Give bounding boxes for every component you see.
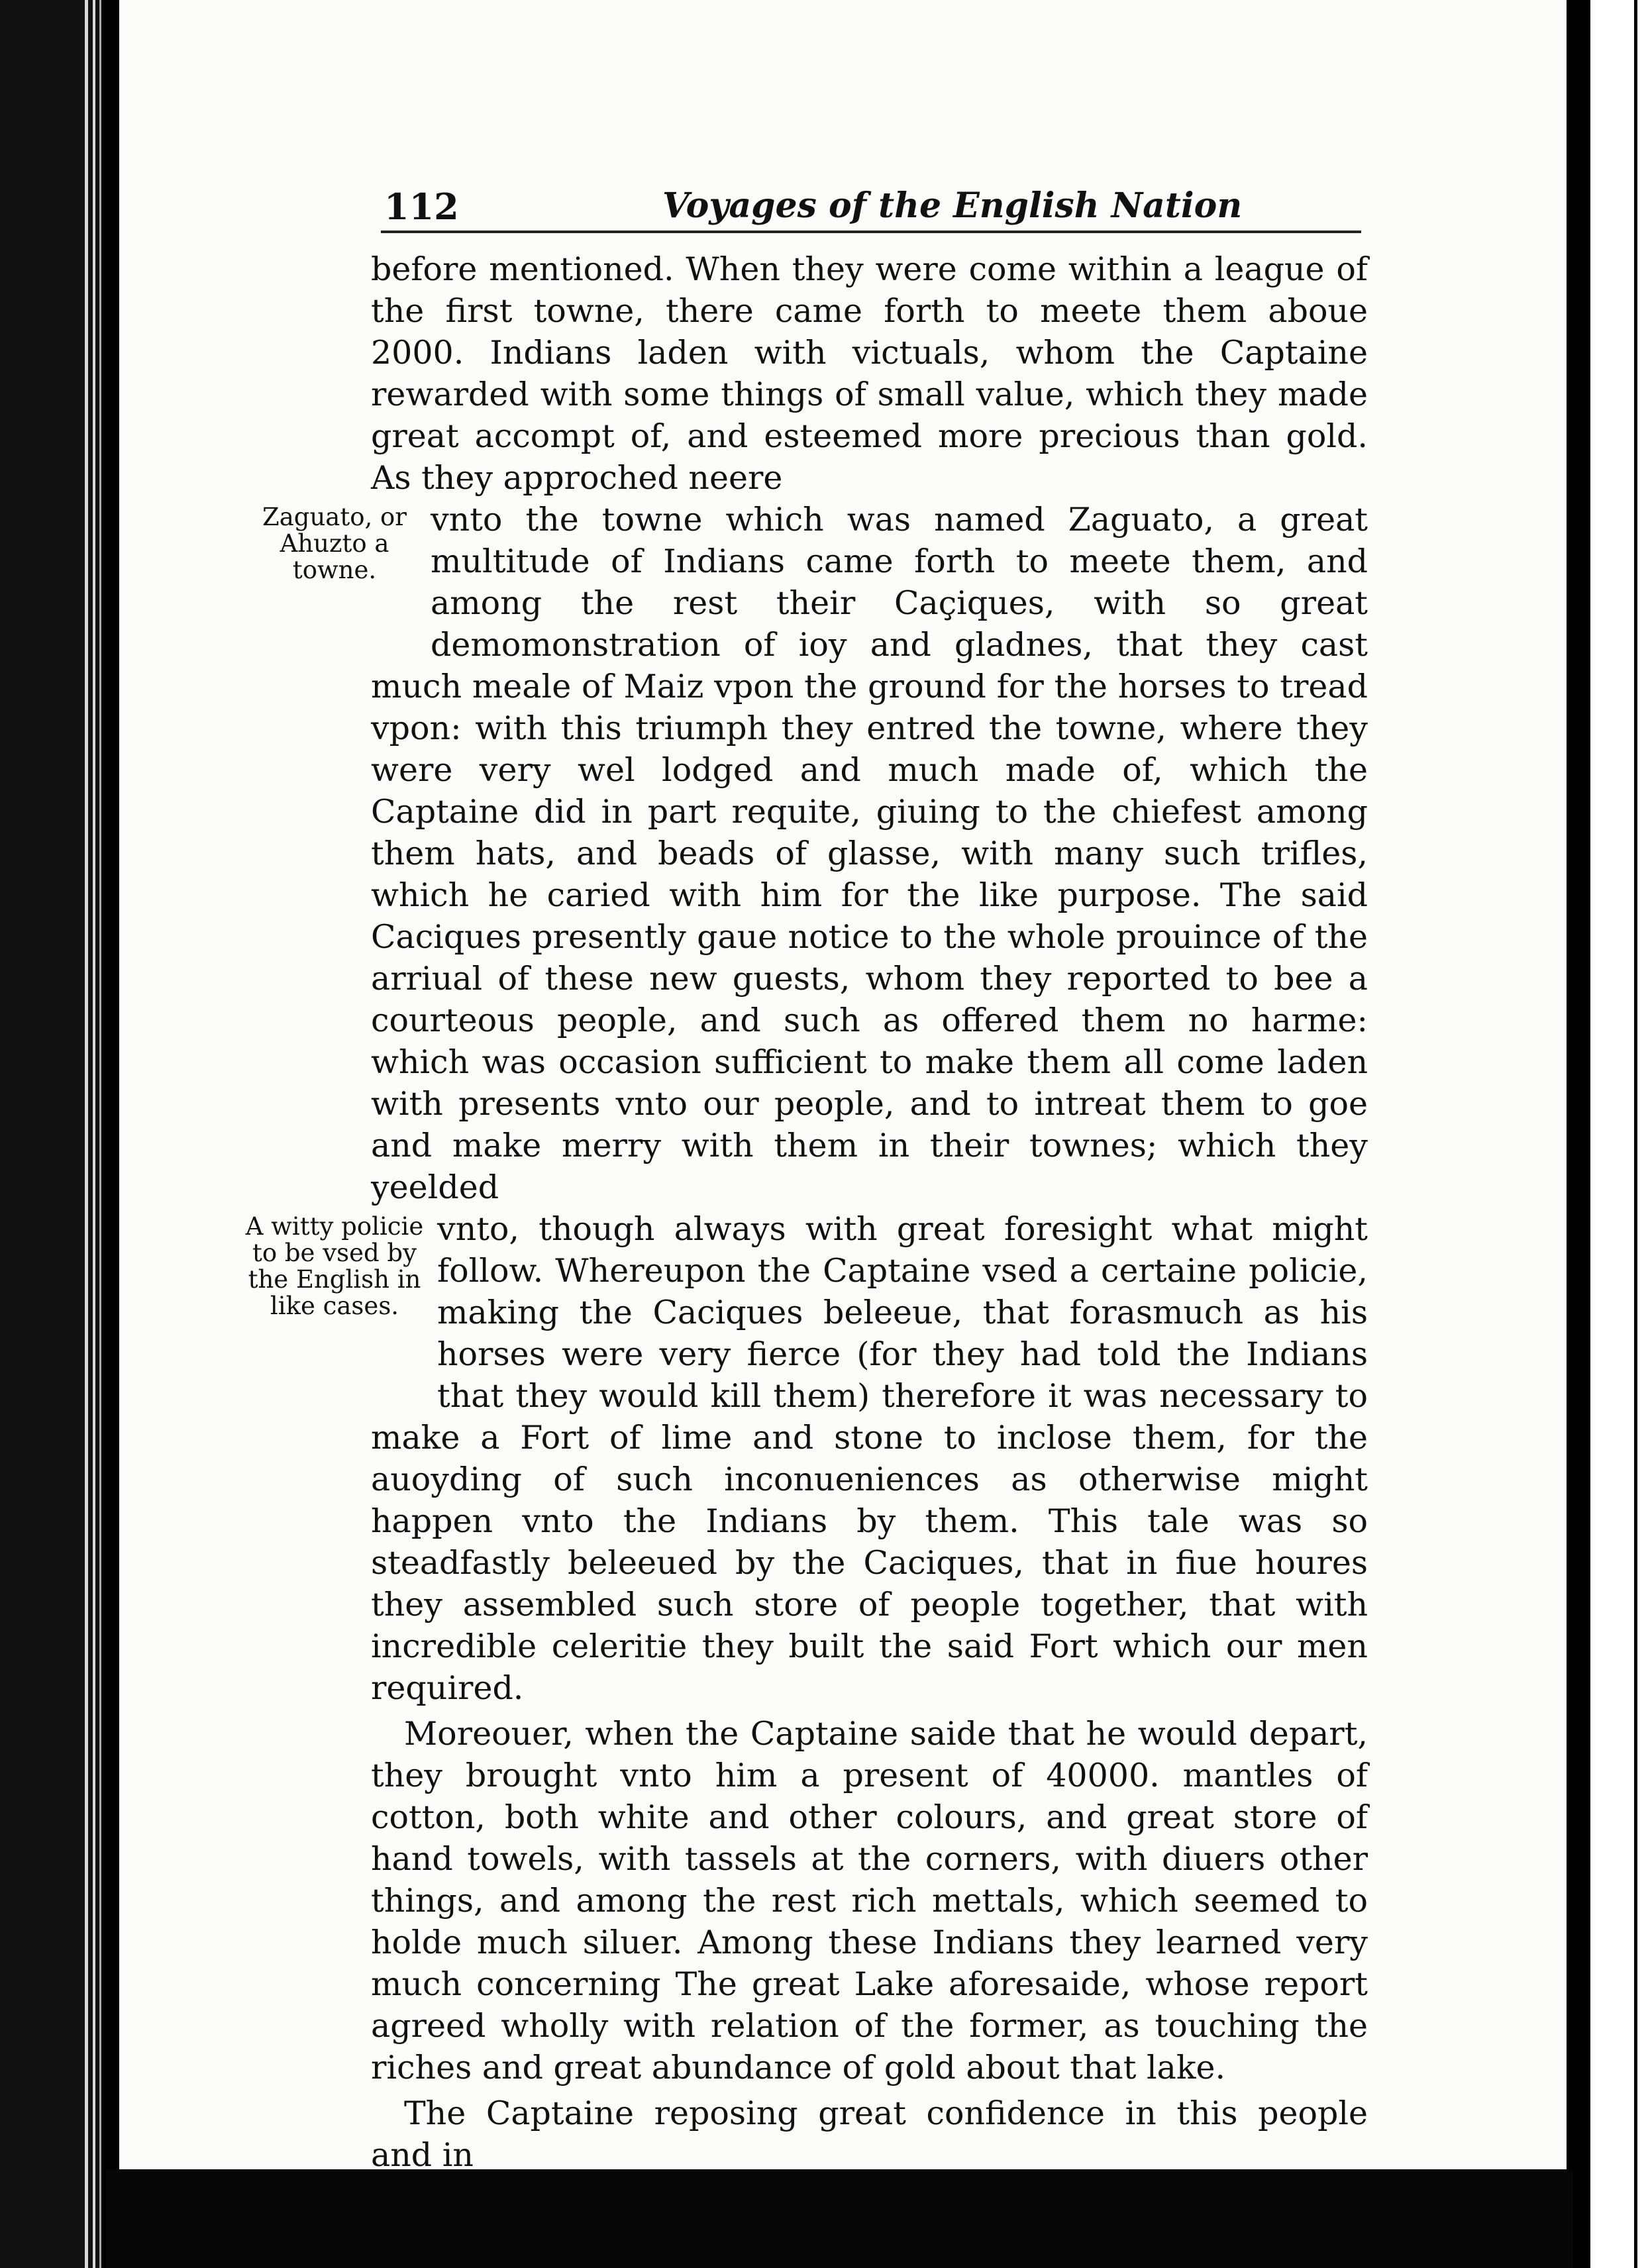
margin-note-witty-policie: A witty policie to be vsed by the English in like cases.: [245, 1212, 424, 1320]
book-binding: [0, 0, 99, 2268]
page-number: 112: [384, 185, 459, 228]
body-text: [245, 248, 1368, 2176]
margin-note-zaguato: Zaguato, or Ahuzto a towne.: [262, 503, 407, 584]
paragraph-2: Moreouer, when the Captaine saide that he would depart, they brought vnto him a present of 40000. mantles of cotton, both white and other colours, and great store of hand towels, with tassels at the corners, with diuers other things, and among the rest rich mettals, which seemed to holde much siluer. Among these Indians they learned very much concerning The great Lake aforesaide, whose report agreed wholly with relation of the former, as touching the riches and great abundance of gold about that lake.: [371, 1715, 1368, 2087]
paragraph-1a: before mentioned. When they were come within a league of the first towne, there came forth to meete them aboue 2000. Indians laden with victuals, whom the Captaine rewarded with some things of small value, which they made great accompt of, and esteemed more precious than gold. As they approched neere: [371, 250, 1368, 497]
running-title: Voyages of the English Nation: [662, 185, 1243, 226]
paragraph-1c: A witty policie to be vsed by the English in like cases. vnto, though always with great foresight what might follow. Whereupon the Captaine vsed a certaine policie, making the Caciques beleeue, that forasmuch as his horses were very fierce (for they had told the Indians that they would kill them) therefore it was necessary to make a Fort of lime and stone to inclose them, for the auoyding of such inconueniences as otherwise might happen vnto the Indians by them. This tale was so steadfastly beleeued by the Caciques, that in fiue houres they assembled such store of people together, that with incredible celeritie they built the said Fort which our men required.: [371, 1208, 1368, 1709]
page-bottom-shadow: [106, 2169, 1583, 2268]
paragraph-1b: Zaguato, or Ahuzto a towne. vnto the towne which was named Zaguato, a great multitude of Indians came forth to meete them, and among the rest their Caçiques, with so great demomonstration of ioy and gladnes, that they cast much meale of Maiz vpon the ground for the horses to tread vpon: with this triumph they entred the towne, where they were very wel lodged and much made of, which the Captaine did in part requite, giuing to the chiefest among them hats, and beads of glasse, with many such trifles, which he caried with him for the like purpose. The said Caciques presently gaue notice to the whole prouince of the arriual of these new guests, whom they reported to bee a courteous people, and such as offered them no harme: which was occasion sufficient to make them all come laden with presents vnto our people, and to intreat them to goe and make merry with them in their townes; which they yeelded: [371, 499, 1368, 1208]
facing-page-edge: [1573, 0, 1648, 2268]
header-rule: [381, 231, 1361, 233]
paragraph-3: The Captaine reposing great confidence in this people and in: [371, 2094, 1368, 2174]
page-header: [384, 179, 1365, 238]
